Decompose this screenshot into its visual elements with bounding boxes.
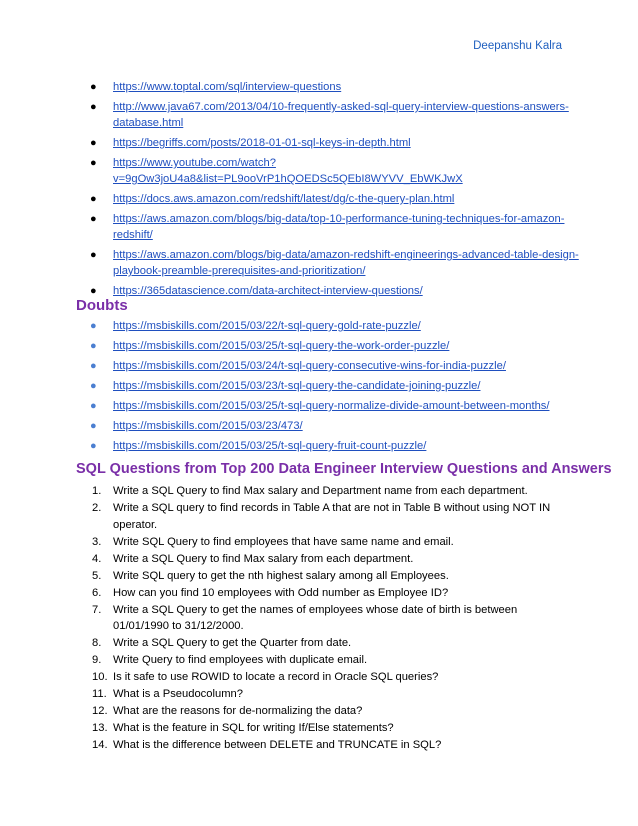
question-item xyxy=(0,568,638,585)
link[interactable]: https://www.youtube.com/watch?v=9gOw3joU4a8&list=PL9ooVrP1hQOEDSc5QEbI8WYVV_EbWKJwX xyxy=(113,157,463,185)
bullet-icon: ● xyxy=(90,213,97,225)
bullet-icon: ● xyxy=(90,440,97,452)
question-text: Write a SQL Query to find Max salary from each department. xyxy=(113,552,414,565)
question-number: 6. xyxy=(92,586,102,599)
link[interactable]: https://aws.amazon.com/blogs/big-data/amazon-redshift-engineerings-advanced-table-design-playbook-preamble-prerequisites-and-prioritization/ xyxy=(113,249,579,277)
bullet-icon: ● xyxy=(90,249,97,261)
doubts-links-list xyxy=(0,318,638,454)
link[interactable]: http://www.java67.com/2013/04/10-frequently-asked-sql-query-interview-questions-answers-database.html xyxy=(113,101,569,129)
question-item xyxy=(0,737,638,754)
list-item xyxy=(0,338,638,354)
question-text: Write a SQL Query to get the names of employees whose date of birth is between 01/01/1990 to 31/12/2000. xyxy=(113,603,518,632)
bullet-icon: ● xyxy=(90,380,97,392)
doubts-section xyxy=(0,318,638,458)
list-item xyxy=(0,398,638,414)
question-number: 5. xyxy=(92,569,102,582)
bullet-icon: ● xyxy=(90,101,97,113)
question-item xyxy=(0,635,638,652)
question-item xyxy=(0,483,638,500)
bullet-icon: ● xyxy=(90,285,97,297)
question-item xyxy=(0,585,638,602)
bullet-icon: ● xyxy=(90,81,97,93)
question-text: Write SQL Query to find employees that have same name and email. xyxy=(113,535,454,548)
list-item xyxy=(0,191,638,207)
bullet-icon: ● xyxy=(90,420,97,432)
list-item xyxy=(0,247,638,279)
question-text: What are the reasons for de-normalizing the data? xyxy=(113,705,363,717)
question-text: Write Query to find employees with duplicate email. xyxy=(113,654,368,666)
list-item xyxy=(0,318,638,334)
list-item xyxy=(0,79,638,95)
link[interactable]: https://msbiskills.com/2015/03/25/t-sql-query-fruit-count-puzzle/ xyxy=(113,440,427,452)
question-item xyxy=(0,500,638,533)
question-item xyxy=(0,602,638,635)
bullet-icon: ● xyxy=(90,157,97,169)
question-item xyxy=(0,652,638,669)
question-text: Write SQL query to get the nth highest salary among all Employees. xyxy=(113,569,449,582)
bullet-icon: ● xyxy=(90,400,97,412)
question-number: 1. xyxy=(92,485,102,497)
question-text: Write a SQL Query to find Max salary and Department name from each department. xyxy=(113,485,528,497)
question-number: 3. xyxy=(92,535,102,548)
list-item xyxy=(0,99,638,131)
question-item xyxy=(0,669,638,686)
question-number: 8. xyxy=(92,637,102,649)
question-number: 11. xyxy=(92,688,107,700)
author-header: Deepanshu Kalra xyxy=(473,40,562,52)
question-number: 12. xyxy=(92,705,108,717)
list-item xyxy=(0,378,638,394)
link[interactable]: https://msbiskills.com/2015/03/22/t-sql-query-gold-rate-puzzle/ xyxy=(113,320,421,332)
question-number: 10. xyxy=(92,671,108,683)
question-item xyxy=(0,551,638,568)
doubts-heading: Doubts xyxy=(76,297,128,314)
link[interactable]: https://msbiskills.com/2015/03/25/t-sql-query-the-work-order-puzzle/ xyxy=(113,340,450,352)
list-item xyxy=(0,358,638,374)
sql-questions-list xyxy=(0,483,638,754)
link[interactable]: https://msbiskills.com/2015/03/24/t-sql-query-consecutive-wins-for-india-puzzle/ xyxy=(113,360,506,372)
question-number: 13. xyxy=(92,722,108,734)
top-links-list xyxy=(0,79,638,299)
list-item xyxy=(0,211,638,243)
question-item xyxy=(0,534,638,551)
bullet-icon: ● xyxy=(90,137,97,149)
question-number: 7. xyxy=(92,603,102,616)
link[interactable]: https://msbiskills.com/2015/03/25/t-sql-query-normalize-divide-amount-between-months/ xyxy=(113,400,550,412)
bullet-icon: ● xyxy=(90,193,97,205)
question-text: Is it safe to use ROWID to locate a record in Oracle SQL queries? xyxy=(113,671,439,683)
link[interactable]: https://msbiskills.com/2015/03/23/t-sql-query-the-candidate-joining-puzzle/ xyxy=(113,380,481,392)
bullet-icon: ● xyxy=(90,340,97,352)
sql-questions-heading: SQL Questions from Top 200 Data Engineer Interview Questions and Answers xyxy=(76,461,612,477)
question-item xyxy=(0,686,638,703)
top-links-section xyxy=(0,79,638,303)
question-number: 14. xyxy=(92,739,108,751)
link[interactable]: https://aws.amazon.com/blogs/big-data/top-10-performance-tuning-techniques-for-amazon-redshift/ xyxy=(113,213,565,241)
link[interactable]: https://docs.aws.amazon.com/redshift/latest/dg/c-the-query-plan.html xyxy=(113,193,455,205)
question-text: What is the feature in SQL for writing If/Else statements? xyxy=(113,722,394,734)
link[interactable]: https://365datascience.com/data-architect-interview-questions/ xyxy=(113,285,423,297)
question-text: Write a SQL query to find records in Table A that are not in Table B without using NOT IN operator. xyxy=(113,502,551,531)
bullet-icon: ● xyxy=(90,320,97,332)
list-item xyxy=(0,438,638,454)
bullet-icon: ● xyxy=(90,360,97,372)
link[interactable]: https://msbiskills.com/2015/03/23/473/ xyxy=(113,420,303,432)
link[interactable]: https://begriffs.com/posts/2018-01-01-sql-keys-in-depth.html xyxy=(113,137,411,149)
link[interactable]: https://www.toptal.com/sql/interview-questions xyxy=(113,81,342,93)
list-item xyxy=(0,418,638,434)
question-text: How can you find 10 employees with Odd number as Employee ID? xyxy=(113,586,449,599)
question-item xyxy=(0,720,638,737)
question-number: 9. xyxy=(92,654,102,666)
question-text: Write a SQL Query to get the Quarter from date. xyxy=(113,637,352,649)
list-item xyxy=(0,155,638,187)
question-text: What is a Pseudocolumn? xyxy=(113,688,243,700)
list-item xyxy=(0,135,638,151)
question-number: 4. xyxy=(92,552,102,565)
question-item xyxy=(0,703,638,720)
question-text: What is the difference between DELETE and TRUNCATE in SQL? xyxy=(113,739,442,751)
question-number: 2. xyxy=(92,502,102,514)
